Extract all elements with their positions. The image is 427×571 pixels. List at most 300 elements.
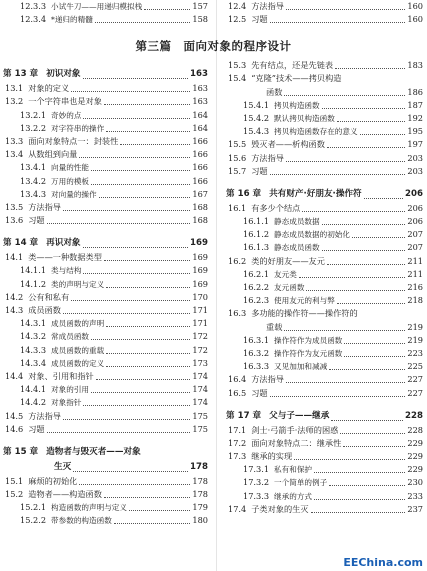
entry-title: “克隆”技术——拷贝构造 <box>251 73 342 84</box>
entry-title: 多功能的操作符——操作符的 <box>251 308 358 319</box>
dot-leader <box>322 224 406 225</box>
entry-number: 14.5 <box>5 410 24 421</box>
entry-number: 15.4 <box>228 73 247 84</box>
entry-title: 小试牛刀——用递归模拟栈 <box>51 2 143 12</box>
toc-subsection-entry <box>3 108 208 121</box>
entry-title: 拷贝构造函数存在的意义 <box>274 127 358 137</box>
entry-title: 又见加加和减减 <box>274 362 328 372</box>
page-number: 171 <box>192 318 208 329</box>
toc-top-right <box>226 0 423 26</box>
dot-leader <box>106 131 190 132</box>
page-number: 174 <box>192 370 208 381</box>
dot-leader <box>337 303 406 304</box>
toc-section-entry <box>3 475 208 488</box>
entry-number: 15.3 <box>228 60 247 71</box>
toc-chapter-heading <box>226 409 423 424</box>
dot-leader <box>314 499 405 500</box>
page-number: 218 <box>407 295 423 306</box>
dot-leader <box>71 300 190 301</box>
toc-section-entry <box>3 135 208 148</box>
entry-number: 16.5 <box>228 387 247 398</box>
entry-title: 子类对象的生灭 <box>251 503 309 514</box>
entry-number: 14.4.1 <box>20 384 47 395</box>
page-number: 166 <box>192 135 208 146</box>
toc-chapter-heading <box>226 187 423 202</box>
dot-leader <box>73 471 188 472</box>
page-number: 166 <box>192 175 208 186</box>
dot-leader <box>302 211 405 212</box>
entry-title: 面向对象特点一：封装性 <box>28 135 119 146</box>
toc-section-entry <box>226 503 423 516</box>
entry-number: 14.4.2 <box>20 397 47 408</box>
page-number: 160 <box>407 14 423 25</box>
entry-title: 方法指导 <box>251 1 284 12</box>
page-number: 223 <box>407 347 423 358</box>
dot-leader <box>270 396 406 397</box>
page-number: 158 <box>192 14 208 25</box>
toc-entry-continuation <box>226 320 423 333</box>
page-number: 187 <box>407 99 423 110</box>
entry-title: 对象的定义 <box>28 83 70 94</box>
toc-section-entry <box>3 370 208 383</box>
toc-top-left <box>3 0 208 26</box>
entry-number: 13.1 <box>5 83 24 94</box>
entry-title: 造物者——构造函数 <box>28 489 102 500</box>
dot-leader <box>270 22 406 23</box>
toc-subsection-entry <box>3 277 208 290</box>
toc-section-entry <box>226 424 423 437</box>
column-divider <box>216 0 217 571</box>
toc-section-entry <box>3 82 208 95</box>
entry-title: 麻烦的初始化 <box>28 475 78 486</box>
page-number: 178 <box>192 475 208 486</box>
toc-subsection-entry <box>3 161 208 174</box>
page-number: 206 <box>407 216 423 227</box>
entry-number: 15.4.2 <box>243 112 270 123</box>
toc-section-entry <box>226 307 423 320</box>
page-number: 175 <box>192 410 208 421</box>
dot-leader <box>327 264 405 265</box>
entry-title: 万用的模板 <box>51 176 90 186</box>
entry-title: 友元函数 <box>274 283 305 292</box>
toc-section-entry <box>3 488 208 501</box>
dot-leader <box>284 330 405 331</box>
entry-number: 13.3 <box>5 135 24 146</box>
entry-number: 15.6 <box>228 152 247 163</box>
page-number: 171 <box>192 305 208 315</box>
dot-leader <box>129 510 190 511</box>
entry-title: 向量的性能 <box>51 163 90 173</box>
dot-leader <box>106 287 190 288</box>
dot-leader <box>63 210 190 211</box>
entry-number: 15.2.1 <box>20 502 47 513</box>
entry-title: 成员函数 <box>28 305 61 315</box>
entry-title: *递归的精髓 <box>51 15 93 25</box>
dot-leader <box>120 144 190 145</box>
dot-leader <box>83 78 189 79</box>
page-number: 163 <box>190 69 208 79</box>
entry-title: 成员函数的定义 <box>51 358 105 368</box>
entry-number: 14.3 <box>5 305 24 315</box>
entry-number: 12.3.4 <box>20 14 47 25</box>
page-number: 178 <box>190 461 208 472</box>
dot-leader <box>91 170 190 171</box>
entry-title: 类的声明与定义 <box>51 279 105 289</box>
dot-leader <box>83 118 190 119</box>
page-number: 173 <box>192 357 208 368</box>
entry-number: 16.1 <box>228 202 247 213</box>
entry-title: 类——一种数据类型 <box>28 252 102 263</box>
dot-leader <box>83 273 190 274</box>
entry-title: 方法指导 <box>28 201 61 212</box>
entry-number: 13.4.3 <box>20 188 47 199</box>
page-number: 163 <box>192 96 208 107</box>
toc-subsection-entry <box>226 99 423 112</box>
toc-subsection-entry <box>226 489 423 502</box>
dot-leader <box>91 184 190 185</box>
toc-subsection-entry <box>226 241 423 254</box>
entry-title: 一个简单的例子 <box>274 478 328 488</box>
page-number: 233 <box>407 490 423 501</box>
page-number: 168 <box>192 215 208 226</box>
entry-number: 15.4.3 <box>243 126 270 137</box>
entry-number: 12.4 <box>228 1 247 12</box>
page-number: 169 <box>190 238 208 249</box>
page-number: 164 <box>192 109 208 120</box>
toc-subsection-entry <box>3 317 208 330</box>
dot-leader <box>83 405 190 406</box>
entry-number: 14.1.2 <box>20 278 47 289</box>
toc-subsection-entry <box>226 347 423 360</box>
chapter-number: 第 14 章 <box>3 238 39 249</box>
entry-title: 从数组到向量 <box>28 149 78 160</box>
page-number: 197 <box>407 139 423 150</box>
entry-number: 16.1.3 <box>243 242 270 253</box>
page-number: 206 <box>407 202 423 213</box>
entry-number: 15.2.2 <box>20 515 47 526</box>
dot-leader <box>91 392 190 393</box>
dot-leader <box>71 91 190 92</box>
toc-section-entry <box>3 291 208 304</box>
entry-number: 12.5 <box>228 14 247 25</box>
toc-section-entry <box>3 148 208 161</box>
entry-title: 拷贝构造函数 <box>274 100 320 110</box>
entry-title: 对象、引用和指针 <box>28 370 94 381</box>
page-number: 163 <box>192 83 208 94</box>
entry-number: 17.3.2 <box>243 477 270 488</box>
dot-leader <box>104 104 190 105</box>
entry-title: 静态成员数据 <box>274 217 320 227</box>
toc-subsection-entry <box>3 188 208 201</box>
dot-leader <box>106 326 190 327</box>
page-number: 169 <box>192 252 208 263</box>
toc-subsection-entry <box>226 281 423 294</box>
chapter-title: 共有财产·好朋友·操作符 <box>269 188 362 199</box>
toc-subsection-entry <box>226 334 423 347</box>
dot-leader <box>63 313 190 314</box>
toc-section-entry <box>226 59 423 72</box>
entry-number: 17.3.3 <box>243 490 270 501</box>
dot-leader <box>322 108 406 109</box>
toc-subsection-entry <box>226 228 423 241</box>
page-number: 183 <box>407 60 423 71</box>
dot-leader <box>83 247 189 248</box>
page-number: 229 <box>407 451 423 462</box>
page-number: 174 <box>192 397 208 408</box>
dot-leader <box>95 22 191 23</box>
toc-section-entry <box>226 0 423 13</box>
toc-section-entry <box>3 423 208 436</box>
dot-leader <box>47 432 191 433</box>
dot-leader <box>144 9 190 10</box>
entry-title: 操作符作为友元函数 <box>274 348 343 358</box>
chapter-number: 第 13 章 <box>3 69 39 79</box>
toc-section-entry <box>226 254 423 267</box>
page-number: 179 <box>192 502 208 513</box>
entry-title: 习题 <box>28 423 45 434</box>
toc-subsection-entry <box>3 514 208 527</box>
entry-number: 13.4.2 <box>20 175 47 186</box>
entry-number: 14.3.2 <box>20 331 47 342</box>
entry-number: 16.3 <box>228 308 247 319</box>
entry-number: 15.4.1 <box>243 99 270 110</box>
entry-title: 有多少个结点 <box>251 202 301 213</box>
watermark-logo: EEChina.com <box>343 556 423 569</box>
toc-section-entry <box>226 151 423 164</box>
page-number: 192 <box>407 112 423 123</box>
entry-number: 14.3.4 <box>20 357 47 368</box>
entry-title: 方法指导 <box>28 410 61 421</box>
toc-section-entry <box>226 72 423 85</box>
entry-title: 习题 <box>28 215 45 226</box>
entry-number: 17.3 <box>228 451 247 462</box>
page-number: 211 <box>407 255 423 266</box>
chapter-title: 初识对象 <box>46 69 81 79</box>
entry-title: 面向对象特点二：继承性 <box>251 437 342 448</box>
entry-number: 17.2 <box>228 437 247 448</box>
page-number: 167 <box>192 188 208 199</box>
entry-number: 14.4 <box>5 370 24 381</box>
entry-title: 继承的方式 <box>274 491 313 501</box>
toc-subsection-entry <box>3 383 208 396</box>
entry-number: 16.2 <box>228 255 247 266</box>
page-number: 175 <box>192 423 208 434</box>
toc-subsection-entry <box>3 343 208 356</box>
entry-title: 类与结构 <box>51 266 82 276</box>
entry-title: 静态成员函数 <box>274 243 320 253</box>
page-number: 203 <box>407 165 423 176</box>
dot-leader <box>344 356 405 357</box>
entry-number: 13.2.2 <box>20 122 47 133</box>
dot-leader <box>306 290 405 291</box>
entry-number: 16.1.2 <box>243 229 270 240</box>
entry-number: 17.3.1 <box>243 464 270 475</box>
dot-leader <box>104 260 190 261</box>
toc-section-entry <box>226 13 423 26</box>
entry-title: 类的好朋友——友元 <box>251 255 325 266</box>
page-number: 166 <box>192 162 208 173</box>
toc-subsection-entry <box>3 0 208 13</box>
toc-subsection-entry <box>226 360 423 373</box>
entry-number: 13.4 <box>5 149 24 160</box>
entry-title: 使用友元的利与弊 <box>274 296 335 306</box>
page-number: 229 <box>407 437 423 448</box>
dot-leader <box>286 9 405 10</box>
page-number: 195 <box>407 126 423 137</box>
chapter-number: 第 17 章 <box>226 410 262 421</box>
toc-left-column <box>3 67 208 527</box>
dot-leader <box>329 485 405 486</box>
page-number: 186 <box>407 86 423 97</box>
page-number: 166 <box>192 149 208 160</box>
entry-number: 13.2.1 <box>20 109 47 120</box>
entry-number: 13.6 <box>5 215 24 226</box>
dot-leader <box>286 382 405 383</box>
page-number: 237 <box>407 503 423 514</box>
entry-title: 静态成员数据的初始化 <box>274 230 350 240</box>
toc-subsection-entry <box>226 268 423 281</box>
dot-leader <box>335 68 405 69</box>
dot-leader <box>322 250 406 251</box>
entry-number: 17.4 <box>228 503 247 514</box>
entry-title: 常成员函数 <box>51 332 90 342</box>
toc-subsection-entry <box>3 122 208 135</box>
toc-subsection-entry <box>3 330 208 343</box>
toc-subsection-entry <box>3 264 208 277</box>
page-number: 228 <box>407 424 423 435</box>
dot-leader <box>47 223 191 224</box>
toc-subsection-entry <box>226 294 423 307</box>
toc-chapter-heading <box>3 67 208 82</box>
toc-entry-continuation <box>3 460 208 475</box>
toc-right-column <box>226 59 423 516</box>
page-number: 157 <box>192 1 208 12</box>
entry-title: 友元类 <box>274 269 297 279</box>
entry-title: 对向量的操作 <box>51 189 97 199</box>
entry-number: 16.2.2 <box>243 282 270 292</box>
dot-leader <box>360 134 406 135</box>
toc-subsection-entry <box>3 501 208 514</box>
entry-title: 先有结点，还是先链表 <box>251 60 334 71</box>
page-number: 207 <box>407 242 423 253</box>
entry-number: 16.3.1 <box>243 334 270 345</box>
entry-title: 习题 <box>251 387 268 398</box>
entry-title: 剑士·弓箭手·法师的困惑 <box>251 424 339 435</box>
entry-number: 16.3.3 <box>243 361 270 372</box>
entry-number: 14.3.1 <box>20 318 47 329</box>
entry-title: 默认拷贝构造函数 <box>274 113 335 123</box>
dot-leader <box>79 484 190 485</box>
entry-title: 公有和私有 <box>28 291 70 302</box>
entry-title: 奇妙的点 <box>51 110 82 120</box>
dot-leader <box>337 121 406 122</box>
dot-leader <box>314 472 405 473</box>
toc-subsection-entry <box>226 463 423 476</box>
section-gap <box>226 178 423 187</box>
entry-number: 14.6 <box>5 423 24 434</box>
dot-leader <box>327 147 405 148</box>
entry-title-continuation: 重载 <box>266 321 283 332</box>
entry-title: 私有和保护 <box>274 465 313 475</box>
page-number: 169 <box>192 278 208 289</box>
page-number: 172 <box>192 331 208 342</box>
page-number: 203 <box>407 152 423 163</box>
entry-number: 17.1 <box>228 424 247 435</box>
dot-leader <box>106 353 190 354</box>
dot-leader <box>96 379 191 380</box>
page-number: 178 <box>192 489 208 500</box>
entry-number: 13.2 <box>5 96 24 107</box>
entry-number: 16.2.3 <box>243 295 270 306</box>
entry-title: 毁灭者——析构函数 <box>251 139 325 150</box>
toc-subsection-entry <box>3 357 208 370</box>
entry-number: 14.3.3 <box>20 344 47 355</box>
toc-section-entry <box>226 165 423 178</box>
dot-leader <box>344 343 405 344</box>
toc-section-entry <box>3 409 208 422</box>
toc-section-entry <box>226 386 423 399</box>
dot-leader <box>104 497 190 498</box>
section-gap <box>226 400 423 409</box>
dot-leader <box>91 339 190 340</box>
toc-subsection-entry <box>226 125 423 138</box>
entry-title: 继承的实现 <box>251 451 293 462</box>
entry-title-continuation: 函数 <box>266 86 283 97</box>
entry-title: 对字符串的操作 <box>51 123 105 133</box>
entry-number: 16.2.1 <box>243 268 270 279</box>
entry-title: 操作符作为成员函数 <box>274 335 343 345</box>
dot-leader <box>99 197 191 198</box>
dot-leader <box>299 277 406 278</box>
entry-number: 14.2 <box>5 291 24 302</box>
entry-title: 习题 <box>251 14 268 25</box>
section-gap <box>3 227 208 236</box>
entry-number: 14.1.1 <box>20 265 47 276</box>
page-number: 164 <box>192 122 208 133</box>
dot-leader <box>270 174 406 175</box>
entry-number: 13.4.1 <box>20 162 47 173</box>
page-number: 170 <box>192 291 208 302</box>
page-number: 227 <box>407 387 423 398</box>
entry-number: 16.3.2 <box>243 347 270 358</box>
page-number: 207 <box>407 229 423 240</box>
dot-leader <box>352 237 405 238</box>
chapter-title: 造物者与毁灭者——对象 <box>46 446 141 457</box>
dot-leader <box>284 95 405 96</box>
toc-subsection-entry <box>226 215 423 228</box>
toc-section-entry <box>3 251 208 264</box>
dot-leader <box>311 512 406 513</box>
entry-number: 13.5 <box>5 201 24 212</box>
page-number: 225 <box>407 361 423 372</box>
entry-title: 成员函数的声明 <box>51 319 105 329</box>
toc-subsection-entry <box>226 476 423 489</box>
entry-number: 14.1 <box>5 252 24 263</box>
page-number: 229 <box>407 464 423 475</box>
page-number: 160 <box>407 1 423 12</box>
entry-title-continuation: 生灭 <box>54 461 72 472</box>
dot-leader <box>79 157 190 158</box>
page-number: 168 <box>192 201 208 212</box>
page-number: 211 <box>407 268 423 279</box>
page-number: 174 <box>192 384 208 395</box>
toc-chapter-heading <box>3 445 208 460</box>
toc-subsection-entry <box>3 13 208 26</box>
entry-title: 对象的引用 <box>51 385 90 395</box>
page-number: 230 <box>407 477 423 488</box>
toc-section-entry <box>3 95 208 108</box>
dot-leader <box>343 446 405 447</box>
